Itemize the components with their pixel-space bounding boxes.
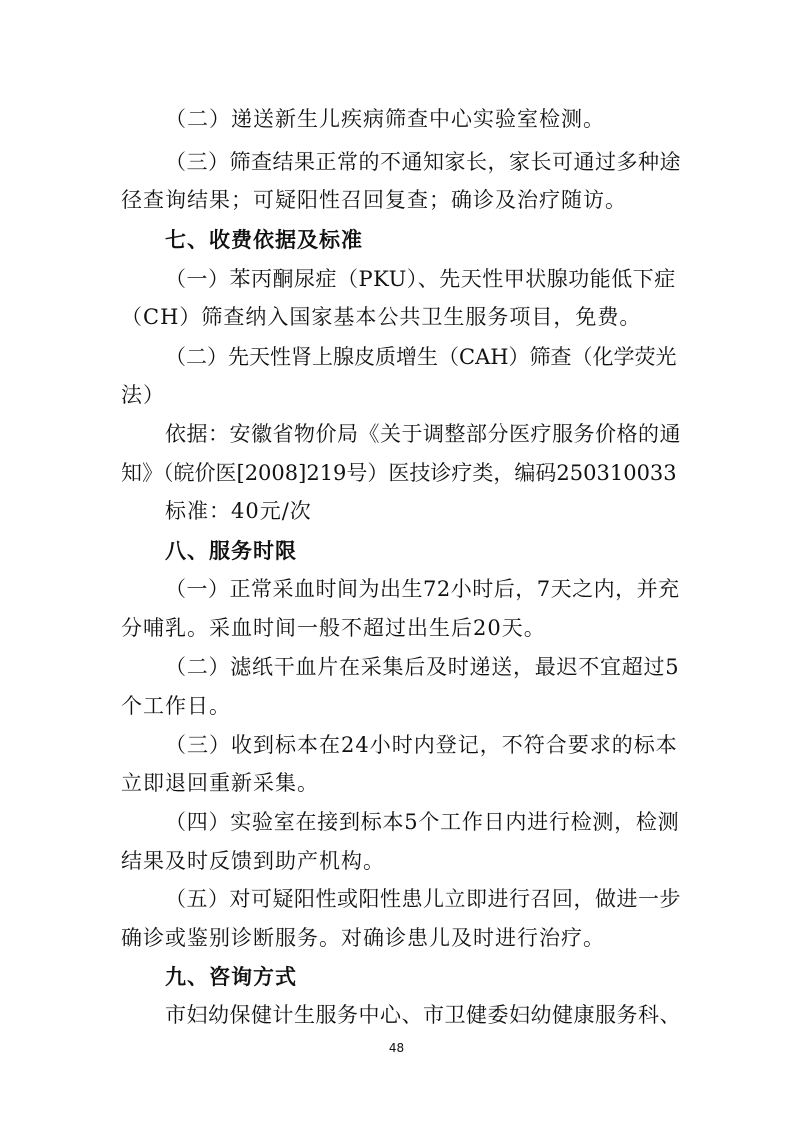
paragraph-line: 标准：40元/次 bbox=[165, 499, 312, 523]
paragraph-line: （二）滤纸干血片在采集后及时递送，最迟不宜超过5 bbox=[165, 655, 680, 679]
paragraph-line: （一）正常采血时间为出生72小时后，7天之内，并充 bbox=[165, 577, 680, 601]
paragraph-line: （二）递送新生儿疾病筛查中心实验室检测。 bbox=[165, 107, 605, 131]
paragraph-line: 分哺乳。采血时间一般不超过出生后20天。 bbox=[121, 616, 546, 640]
paragraph-line: （二）先天性肾上腺皮质增生（CAH）筛查（化学荧光 bbox=[165, 345, 677, 369]
paragraph-line: 立即退回重新采集。 bbox=[121, 771, 319, 795]
paragraph-line: 法） bbox=[121, 383, 165, 407]
paragraph-line: （一）苯丙酮尿症（PKU）、先天性甲状腺功能低下症 bbox=[165, 267, 676, 291]
paragraph-line: 确诊或鉴别诊断服务。对确诊患儿及时进行治疗。 bbox=[121, 926, 605, 950]
paragraph-line: 径查询结果；可疑阳性召回复查；确诊及治疗随访。 bbox=[121, 188, 627, 212]
paragraph-line: 结果及时反馈到助产机构。 bbox=[121, 849, 385, 873]
paragraph-line: 依据：安徽省物价局《关于调整部分医疗服务价格的通 bbox=[165, 422, 681, 446]
paragraph-line: （三）筛查结果正常的不通知家长，家长可通过多种途 bbox=[165, 150, 681, 174]
paragraph-line: （CH）筛查纳入国家基本公共卫生服务项目，免费。 bbox=[121, 305, 642, 329]
paragraph-line: （五）对可疑阳性或阳性患儿立即进行召回，做进一步 bbox=[165, 887, 681, 911]
paragraph-line: （四）实验室在接到标本5个工作日内进行检测，检测 bbox=[165, 810, 680, 834]
section-heading: 七、收费依据及标准 bbox=[165, 228, 363, 252]
page-number: 48 bbox=[388, 1041, 405, 1055]
section-heading: 九、咨询方式 bbox=[165, 965, 297, 989]
paragraph-line: 市妇幼保健计生服务中心、市卫健委妇幼健康服务科、 bbox=[165, 1003, 681, 1027]
paragraph-line: （三）收到标本在24小时内登记，不符合要求的标本 bbox=[165, 733, 678, 757]
section-heading: 八、服务时限 bbox=[165, 539, 297, 563]
paragraph-line: 个工作日。 bbox=[121, 694, 231, 718]
paragraph-line: 知》（皖价医[2008]219号）医技诊疗类，编码250310033 bbox=[121, 461, 677, 485]
